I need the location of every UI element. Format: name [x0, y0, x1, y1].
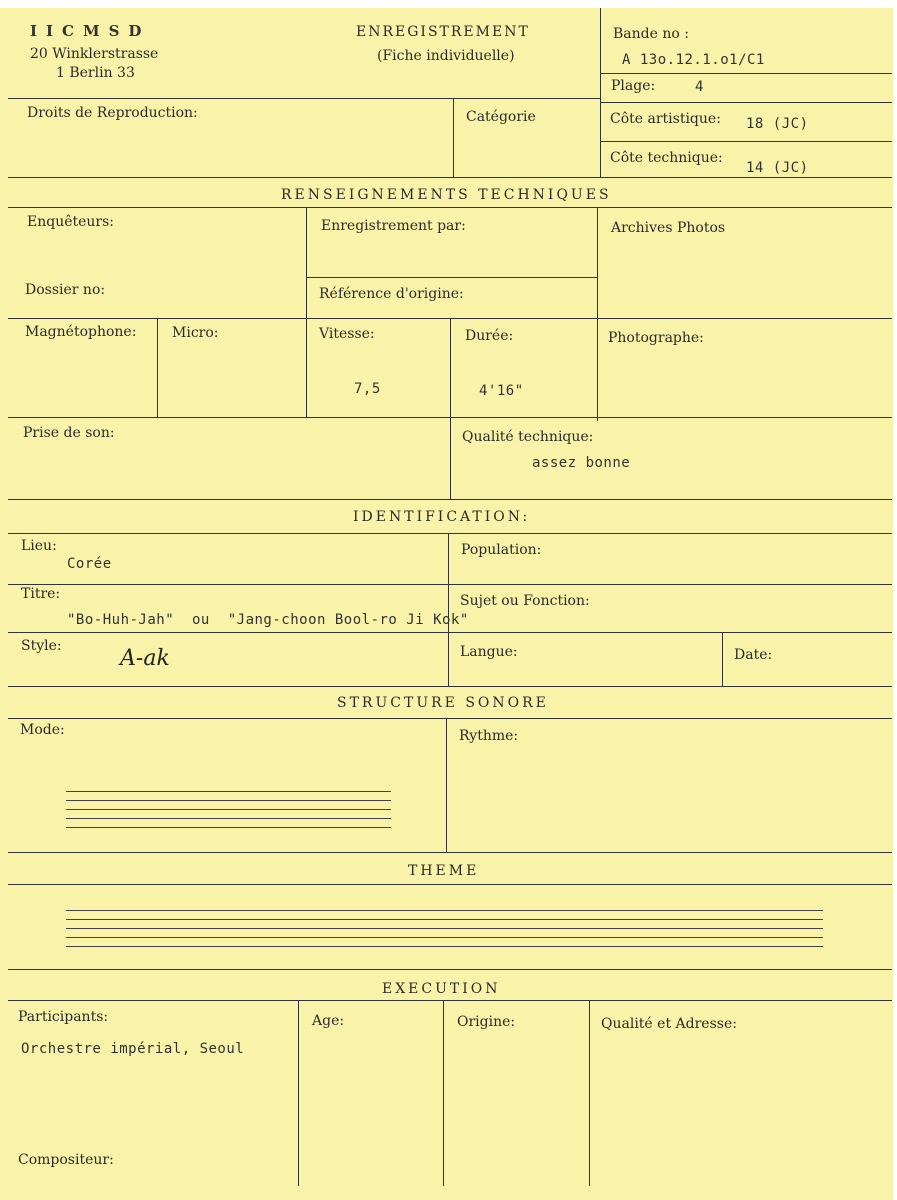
- divider: [600, 73, 892, 74]
- divider: [298, 1000, 299, 1186]
- divider: [8, 718, 892, 719]
- staff-line: [66, 827, 391, 828]
- divider: [600, 8, 601, 178]
- micro-label: Micro:: [172, 325, 219, 341]
- age-label: Age:: [312, 1013, 345, 1029]
- divider: [8, 98, 600, 99]
- cote-technique-label: Côte technique:: [610, 150, 723, 166]
- divider: [8, 632, 892, 633]
- cote-technique-value: 14 (JC): [746, 160, 809, 176]
- staff-line: [66, 910, 823, 911]
- style-value-handwritten: A-ak: [120, 646, 170, 671]
- form-title: ENREGISTREMENT: [356, 24, 530, 40]
- staff-line: [66, 809, 391, 810]
- mode-label: Mode:: [20, 722, 65, 738]
- cote-artistique-label: Côte artistique:: [610, 111, 721, 127]
- population-label: Population:: [461, 542, 542, 558]
- form-subtitle: (Fiche individuelle): [377, 48, 515, 64]
- qualite-adresse-label: Qualité et Adresse:: [601, 1016, 737, 1032]
- cote-artistique-value: 18 (JC): [746, 116, 809, 132]
- sujet-label: Sujet ou Fonction:: [460, 593, 590, 609]
- bande-value: A 13o.12.1.o1/C1: [622, 52, 765, 68]
- section-title-execution: EXECUTION: [382, 981, 501, 997]
- divider: [589, 1000, 590, 1186]
- langue-label: Langue:: [460, 644, 518, 660]
- divider: [8, 969, 892, 970]
- categorie-label: Catégorie: [466, 109, 536, 125]
- divider: [8, 1000, 892, 1001]
- staff-line: [66, 818, 391, 819]
- divider: [453, 98, 454, 177]
- titre-value: "Bo-Huh-Jah" ou "Jang-choon Bool-ro Ji Kok": [67, 612, 469, 628]
- archives-photos-label: Archives Photos: [611, 220, 726, 236]
- divider: [306, 207, 307, 417]
- participants-value: Orchestre impérial, Seoul: [21, 1041, 245, 1057]
- divider: [8, 417, 892, 418]
- section-title-structure: STRUCTURE SONORE: [337, 695, 549, 711]
- section-title-technical: RENSEIGNEMENTS TECHNIQUES: [281, 187, 612, 203]
- prise-de-son-label: Prise de son:: [23, 425, 115, 441]
- bande-label: Bande no :: [613, 26, 689, 42]
- origine-label: Origine:: [457, 1014, 516, 1030]
- staff-line: [66, 937, 823, 938]
- staff-line: [66, 919, 823, 920]
- divider: [8, 852, 892, 853]
- staff-line: [66, 946, 823, 947]
- compositeur-label: Compositeur:: [18, 1152, 114, 1168]
- divider: [8, 499, 892, 500]
- section-title-identification: IDENTIFICATION:: [353, 509, 531, 525]
- style-label: Style:: [21, 638, 62, 654]
- logo: IICMSD: [30, 22, 151, 40]
- duree-value: 4'16": [479, 383, 524, 399]
- divider: [443, 1000, 444, 1186]
- enqueteurs-label: Enquêteurs:: [27, 214, 115, 230]
- plage-value: 4: [695, 79, 704, 95]
- plage-label: Plage:: [611, 78, 656, 94]
- divider: [8, 686, 892, 687]
- enregistrement-par-label: Enregistrement par:: [321, 218, 466, 234]
- address-line-1: 20 Winklerstrasse: [30, 46, 159, 62]
- qualite-technique-label: Qualité technique:: [462, 429, 594, 445]
- divider: [722, 632, 723, 686]
- divider: [448, 533, 449, 686]
- staff-line: [66, 928, 823, 929]
- divider: [597, 207, 598, 421]
- date-label: Date:: [734, 647, 773, 663]
- photographe-label: Photographe:: [608, 330, 704, 346]
- divider: [600, 141, 892, 142]
- dossier-label: Dossier no:: [25, 282, 106, 298]
- divider: [446, 718, 447, 852]
- reference-label: Référence d'origine:: [319, 286, 464, 302]
- vitesse-label: Vitesse:: [319, 326, 375, 342]
- rythme-label: Rythme:: [459, 728, 519, 744]
- duree-label: Durée:: [465, 328, 514, 344]
- vitesse-value: 7,5: [354, 381, 381, 397]
- lieu-label: Lieu:: [21, 538, 57, 554]
- address-line-2: 1 Berlin 33: [56, 65, 135, 81]
- titre-label: Titre:: [21, 586, 61, 602]
- qualite-technique-value: assez bonne: [532, 455, 631, 471]
- divider: [8, 207, 892, 208]
- divider: [600, 102, 892, 103]
- staff-line: [66, 800, 391, 801]
- divider: [157, 318, 158, 417]
- divider: [8, 533, 892, 534]
- magnetophone-label: Magnétophone:: [25, 324, 137, 340]
- divider: [8, 584, 892, 585]
- divider: [306, 277, 597, 278]
- divider: [8, 884, 892, 885]
- divider: [450, 318, 451, 499]
- droits-label: Droits de Reproduction:: [27, 105, 198, 121]
- participants-label: Participants:: [18, 1009, 109, 1025]
- lieu-value: Corée: [67, 556, 112, 572]
- section-title-theme: THEME: [408, 863, 480, 879]
- staff-line: [66, 791, 391, 792]
- divider: [8, 177, 892, 178]
